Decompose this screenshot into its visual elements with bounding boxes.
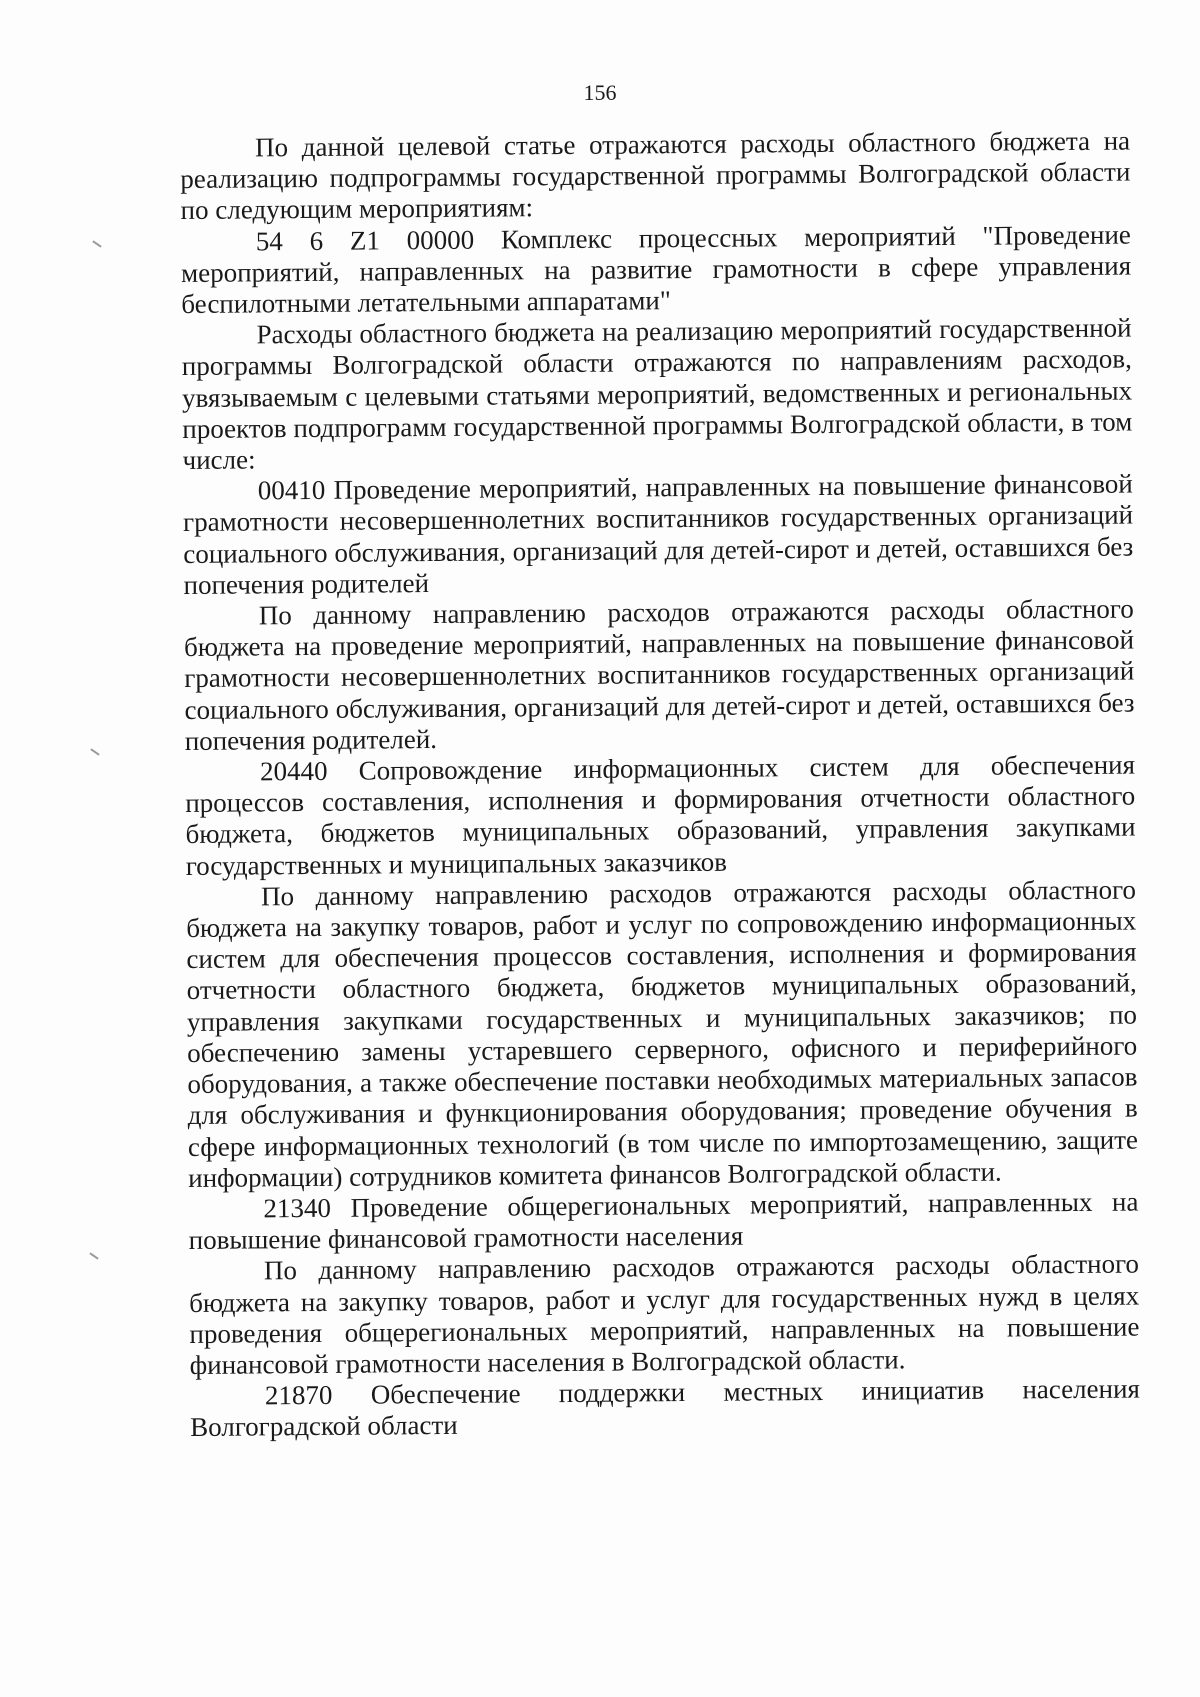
scan-mark [92,240,101,247]
paragraph-code-00410: 00410 Проведение мероприятий, направленных на повышение финансовой грамотности несовершеннолетних воспитанников государственных организаций социального обслуживания, организаций для детей-сирот и детей, оставшихся без попечения родителей [182,468,1134,600]
paragraph-code-21340: 21340 Проведение общерегиональных мероприятий, направленных на повышение финансовой грамотности населения [188,1186,1139,1256]
scan-mark [90,748,99,755]
paragraph-code-20440-description: По данному направлению расходов отражаются расходы областного бюджета на закупку товаров, работ и услуг по сопровождению информационных систем для обеспечения процессов составления, исполнения и формирования отчетности областного бюджета, бюджетов муниципальных образований, управления закупками государственных и муниципальных заказчиков; по обеспечению замены устаревшего серверного, офисного и периферийного оборудования, а также обеспечение поставки необходимых материальных запасов для обслуживания и функционирования оборудования; проведение обучения в сфере информационных технологий (в том числе по импортозамещению, защите информации) сотрудников комитета финансов Волгоградской области. [186,874,1139,1193]
paragraph-expenses-directions: Расходы областного бюджета на реализацию мероприятий государственной программы Волгоградской области отражаются по направлениям расходов, увязываемым с целевыми статьями мероприятий, ведомственных и региональных проектов подпрограмм государственной программы Волгоградской области, в том числе: [181,312,1133,476]
scan-mark [89,1252,98,1259]
document-body [180,126,1140,1444]
paragraph-intro: По данной целевой статье отражаются расходы областного бюджета на реализацию подпрограммы государственной программы Волгоградской области по следующим мероприятиям: [180,125,1131,226]
paragraph-code-21340-description: По данному направлению расходов отражаются расходы областного бюджета на закупку товаров, работ и услуг для государственных нужд в целях проведения общерегиональных мероприятий, направленных на повышение финансовой грамотности населения в Волгоградской области. [189,1248,1140,1380]
paragraph-code-21870: 21870 Обеспечение поддержки местных инициатив населения Волгоградской области [190,1373,1141,1443]
paragraph-code-20440: 20440 Сопровождение информационных систем для обеспечения процессов составления, исполнения и формирования отчетности областного бюджета, бюджетов муниципальных образований, управления закупками государственных и муниципальных заказчиков [185,749,1136,881]
paragraph-code-00410-description: По данному направлению расходов отражаются расходы областного бюджета на проведение мероприятий, направленных на повышение финансовой грамотности несовершеннолетних воспитанников государственных организаций социального обслуживания, организаций для детей-сирот и детей, оставшихся без попечения родителей. [183,593,1135,756]
paragraph-complex-546z1: 54 6 Z1 00000 Комплекс процессных мероприятий "Проведение мероприятий, направленных на развитие грамотности в сфере управления беспилотными летательными аппаратами" [180,219,1132,320]
page-number: 156 [583,80,617,105]
